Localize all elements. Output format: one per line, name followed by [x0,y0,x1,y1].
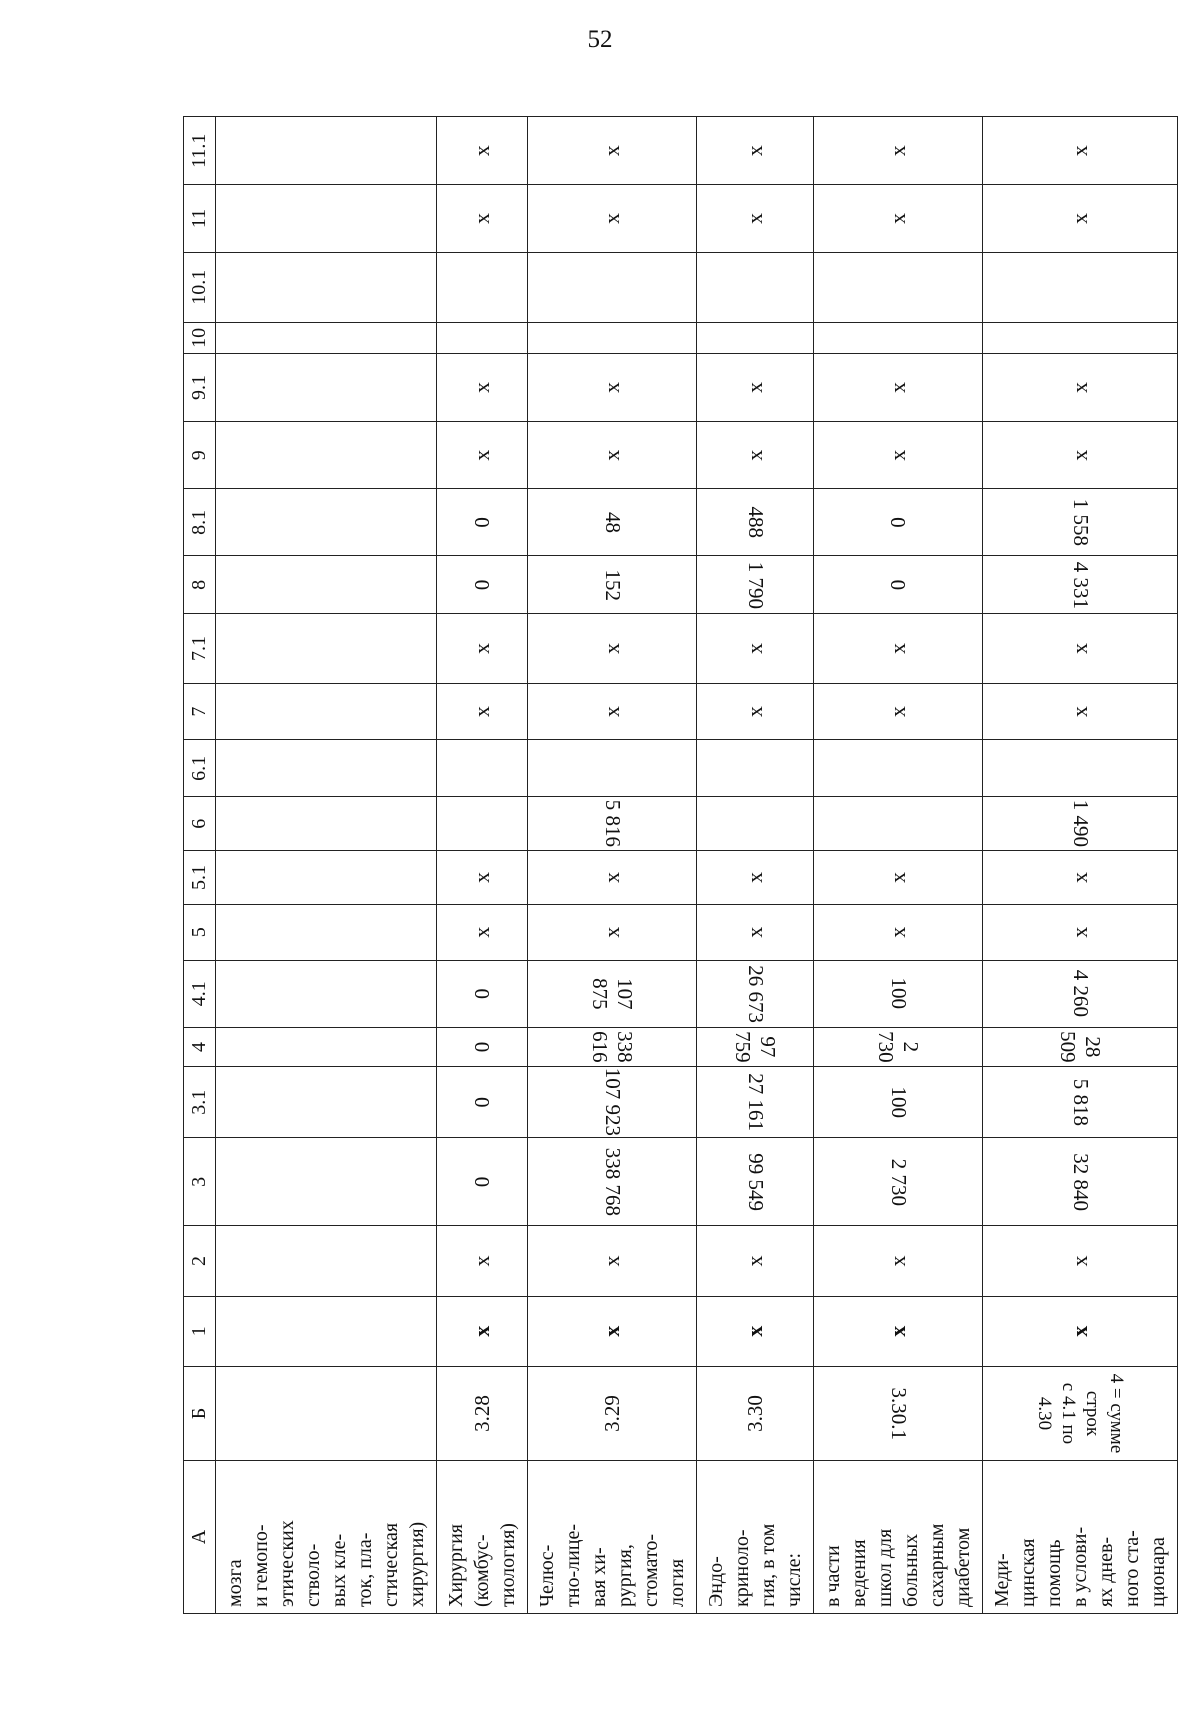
cell-value: x [742,1255,767,1267]
table-cell [528,797,697,851]
table-cell [983,797,1178,851]
table-cell [983,1226,1178,1296]
cell-value: 338 616 [588,1031,637,1063]
table-row [437,117,528,1614]
table-cell [814,1296,983,1366]
table-cell [216,185,437,252]
table-row [528,117,697,1614]
table-cell [983,904,1178,960]
row-code-cell [216,1366,437,1460]
cell-value: 4 331 [1068,561,1093,609]
table-cell [697,797,814,851]
page-number: 52 [587,26,613,53]
table-cell [528,1226,697,1296]
table-cell [528,1138,697,1226]
table-cell [528,185,697,252]
table-cell [216,683,437,740]
cell-value: x [599,212,624,224]
row-code-cell [814,1366,983,1460]
table-cell [437,851,528,905]
cell-value: 32 840 [1068,1153,1093,1211]
table-cell [983,1067,1178,1138]
table-cell [216,489,437,556]
table-cell [528,422,697,489]
cell-value: x [885,643,910,654]
table-cell [216,797,437,851]
row-label: Хирургия (комбус- тиология) [437,1461,528,1614]
table-cell [814,185,983,252]
table-cell [814,556,983,614]
table-cell [528,1296,697,1366]
cell-value: x [469,706,494,718]
table-cell [216,422,437,489]
column-header: 3.1 [184,1067,216,1138]
table-cell [983,422,1178,489]
table-cell [528,851,697,905]
cell-value: x [1067,212,1092,224]
table-row [697,117,814,1614]
column-header: 8 [184,556,216,614]
table-cell [983,117,1178,185]
cell-value: x [1067,1255,1092,1267]
table-cell [983,252,1178,322]
table-cell [216,322,437,353]
cell-value: 2 730 [886,1158,911,1206]
cell-value: 0 [469,517,494,528]
table-cell [216,1138,437,1226]
cell-value: 0 [469,579,494,591]
cell-value: x [742,145,767,157]
table-cell [216,1027,437,1066]
cell-value: 100 [886,978,911,1010]
table-cell [814,353,983,421]
cell-value: x [742,926,767,938]
table-cell [697,489,814,556]
table-cell [528,117,697,185]
table-cell [983,353,1178,421]
cell-value: x [599,381,624,393]
cell-value: 1 790 [743,561,768,609]
table-cell [814,960,983,1027]
cell-value: x [469,212,494,224]
cell-value: x [599,145,624,157]
cell-value: 1 490 [1068,800,1093,848]
table-cell [437,1226,528,1296]
table-cell [216,740,437,797]
cell-value: x [742,871,767,883]
cell-value: x [1067,871,1092,883]
column-header: 2 [184,1226,216,1296]
row-code-cell [437,1366,528,1460]
table-cell [697,252,814,322]
table-cell [528,1067,697,1138]
row-code-cell [697,1366,814,1460]
cell-value: x [599,871,624,883]
table-cell [216,851,437,905]
table-cell [983,556,1178,614]
cell-value: 107 923 [600,1068,625,1137]
cell-value: x [885,926,910,938]
cell-value: 100 [886,1086,911,1119]
table-cell [528,353,697,421]
table-cell [983,1138,1178,1226]
column-header: 6.1 [184,740,216,797]
cell-value: x [469,871,494,883]
table-cell [437,322,528,353]
table-cell [437,117,528,185]
table-cell [216,904,437,960]
table-cell [814,797,983,851]
table-cell [528,904,697,960]
cell-value: 26 673 [743,964,768,1023]
table-cell [528,556,697,614]
column-header: 1 [184,1296,216,1366]
column-header: 8.1 [184,489,216,556]
table-cell [814,1067,983,1138]
table-cell [814,614,983,683]
row-code: 4 = сумме строк с 4.1 по 4.30 [1034,1373,1127,1454]
table-cell [697,614,814,683]
table-cell [814,851,983,905]
column-header: 11 [184,185,216,252]
cell-value: x [742,643,767,654]
cell-value: 2 730 [874,1031,923,1063]
column-header: 4 [184,1027,216,1066]
data-table [183,116,1178,1614]
table-cell [437,252,528,322]
cell-value: x [742,212,767,224]
table-cell [697,1226,814,1296]
table-cell [216,614,437,683]
column-header: 10.1 [184,252,216,322]
cell-value: 28 509 [1056,1031,1105,1063]
table-cell [697,353,814,421]
column-header: 11.1 [184,117,216,185]
cell-value: x [469,1325,494,1337]
cell-value: x [742,449,767,461]
table-cell [983,960,1178,1027]
table-cell [216,556,437,614]
cell-value: x [469,643,494,654]
table-landscape [183,116,1169,1614]
cell-value: x [1067,381,1092,393]
cell-value: x [1067,449,1092,461]
table-cell [528,614,697,683]
cell-value: x [1067,706,1092,718]
column-header: A [184,1461,216,1614]
header-row [184,117,216,1614]
cell-value: x [742,706,767,718]
table-cell [814,904,983,960]
cell-value: x [742,381,767,393]
cell-value: 5 818 [1068,1078,1093,1126]
cell-value: 0 [885,517,910,528]
table-row [814,117,983,1614]
table-cell [216,353,437,421]
table-cell [216,117,437,185]
table-cell [983,1296,1178,1366]
table-cell [697,1138,814,1226]
row-label: Меди- цинская помощь в услови- ях днев- ного ста- ционара [983,1461,1178,1614]
cell-value: x [885,145,910,157]
table-cell [437,683,528,740]
table-cell [437,556,528,614]
table-cell [697,1296,814,1366]
cell-value: x [469,926,494,938]
cell-value: x [599,643,624,654]
cell-value: 27 161 [743,1073,768,1132]
column-header: 7 [184,683,216,740]
table-cell [437,353,528,421]
table-cell [528,960,697,1027]
table-cell [814,1138,983,1226]
table-cell [437,1296,528,1366]
cell-value: x [885,381,910,393]
table-cell [983,1027,1178,1066]
cell-value: 152 [600,569,625,601]
cell-value: 338 768 [600,1147,625,1217]
table-cell [437,740,528,797]
table-cell [814,740,983,797]
table-cell [697,960,814,1027]
table-cell [697,683,814,740]
table-cell [697,556,814,614]
table-cell [983,740,1178,797]
table-cell [983,851,1178,905]
table-row [216,117,437,1614]
row-code: 3.30 [742,1395,767,1432]
table-cell [697,1027,814,1066]
cell-value: 0 [469,1176,494,1188]
cell-value: 0 [885,579,910,591]
row-label: Челюс- тно-лице- вая хи- рургия, стомато- логия [528,1461,697,1614]
row-code: 3.29 [599,1395,624,1432]
table-cell [983,614,1178,683]
table-cell [437,904,528,960]
cell-value: 5 816 [600,800,625,848]
cell-value: x [599,706,624,718]
row-code: 3.28 [469,1395,494,1432]
table-cell [437,489,528,556]
table-cell [437,797,528,851]
table-cell [528,322,697,353]
cell-value: x [885,706,910,718]
row-code-cell [528,1366,697,1460]
table-cell [437,1027,528,1066]
table-cell [437,422,528,489]
table-cell [437,614,528,683]
table-cell [697,322,814,353]
table-cell [528,489,697,556]
table-cell [437,185,528,252]
cell-value: x [599,926,624,938]
table-cell [697,851,814,905]
table-cell [814,489,983,556]
table-cell [216,1067,437,1138]
cell-value: x [469,449,494,461]
column-header: 6 [184,797,216,851]
row-code: 3.30.1 [886,1387,911,1440]
table-cell [697,904,814,960]
table-cell [814,117,983,185]
table-cell [216,1296,437,1366]
table-cell [814,683,983,740]
table-cell [814,1027,983,1066]
table-cell [697,117,814,185]
table-cell [697,1067,814,1138]
column-header: 7.1 [184,614,216,683]
table-cell [814,252,983,322]
column-header: 5.1 [184,851,216,905]
table-cell [983,185,1178,252]
cell-value: x [469,381,494,393]
column-header: 10 [184,322,216,353]
cell-value: x [469,145,494,157]
table-cell [814,422,983,489]
cell-value: 0 [469,1041,494,1053]
table-cell [814,1226,983,1296]
table-cell [697,422,814,489]
row-code-cell [983,1366,1178,1460]
column-header: 3 [184,1138,216,1226]
cell-value: x [742,1325,767,1337]
cell-value: x [599,1255,624,1267]
row-label: мозга и гемопо- этических стволо- вых кле- ток, пла- стическая хирургия) [216,1461,437,1614]
cell-value: x [885,449,910,461]
table-cell [697,185,814,252]
table-cell [216,960,437,1027]
cell-value: x [885,1325,910,1337]
column-header: Б [184,1366,216,1460]
table-cell [437,1138,528,1226]
cell-value: 4 260 [1068,970,1093,1018]
cell-value: 0 [469,988,494,999]
table-cell [528,1027,697,1066]
cell-value: x [1067,926,1092,938]
table-cell [528,252,697,322]
table-cell [528,683,697,740]
table-cell [983,322,1178,353]
cell-value: x [885,871,910,883]
row-label: Эндо- криноло- гия, в том числе: [697,1461,814,1614]
table-cell [814,322,983,353]
row-label: в части ведения школ для больных сахарным диабетом [814,1461,983,1614]
cell-value: x [469,1255,494,1267]
table-cell [216,1226,437,1296]
column-header: 9 [184,422,216,489]
cell-value: x [1067,145,1092,157]
cell-value: x [599,1325,624,1337]
cell-value: 488 [743,506,768,539]
cell-value: 99 549 [743,1153,768,1211]
table-cell [983,683,1178,740]
cell-value: 107 875 [588,978,637,1010]
table-cell [528,740,697,797]
cell-value: 0 [469,1097,494,1108]
cell-value: 1 558 [1068,498,1093,546]
cell-value: x [599,449,624,461]
column-header: 9.1 [184,353,216,421]
cell-value: x [1067,1325,1092,1337]
table-cell [983,489,1178,556]
table-cell [437,960,528,1027]
cell-value: 97 759 [731,1031,780,1063]
table-frame [183,116,1169,1614]
table-cell [216,252,437,322]
cell-value: 48 [600,511,625,533]
table-row [983,117,1178,1614]
cell-value: x [885,1255,910,1267]
column-header: 4.1 [184,960,216,1027]
table-cell [437,1067,528,1138]
cell-value: x [885,212,910,224]
column-header: 5 [184,904,216,960]
table-cell [697,740,814,797]
cell-value: x [1067,643,1092,654]
